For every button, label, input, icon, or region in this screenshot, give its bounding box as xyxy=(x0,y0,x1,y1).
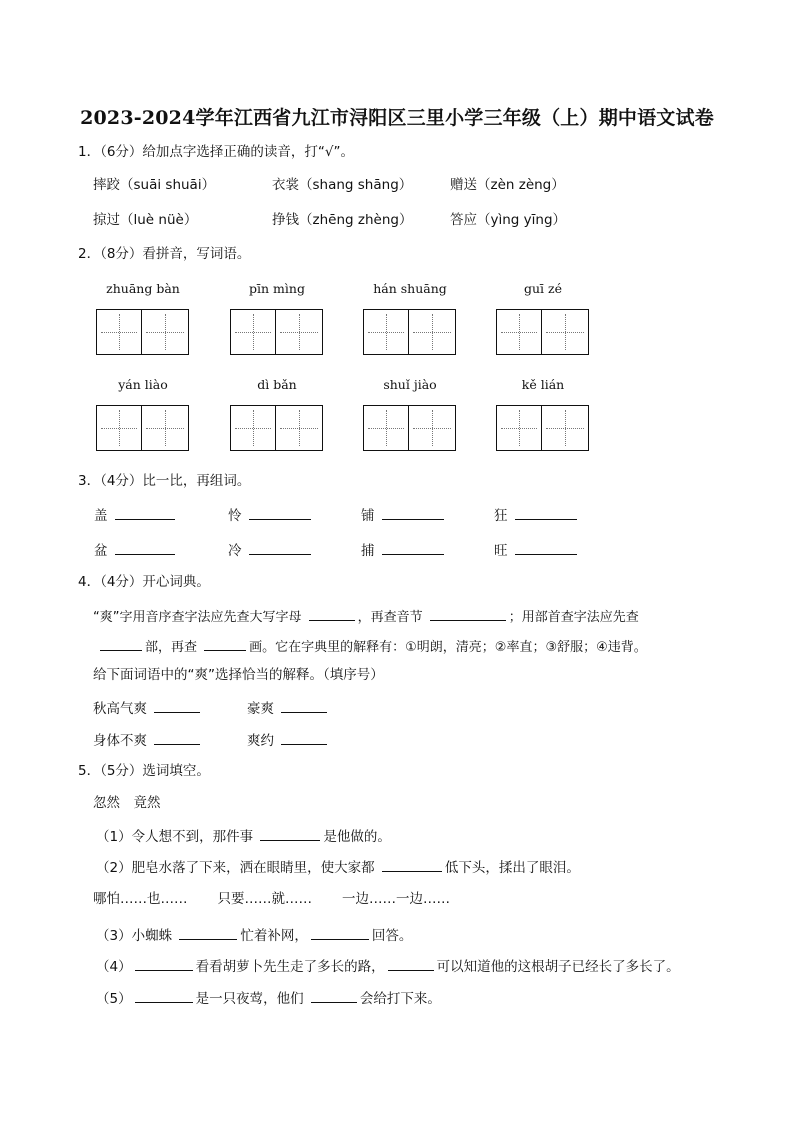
q1-item: 答应（yìng yīng） xyxy=(450,212,567,228)
q5-text: （5） xyxy=(96,991,132,1007)
compare-char-item xyxy=(228,540,314,560)
pinyin-label: zhuāng bàn xyxy=(106,281,180,296)
q4-word-item xyxy=(247,698,330,718)
q4-text: “爽”字用音序查字法应先查大写字母 xyxy=(93,610,302,625)
q4-paragraph-1 xyxy=(93,606,639,627)
compare-char: 狂 xyxy=(494,508,508,524)
answer-blank[interactable] xyxy=(388,956,434,971)
q5-text: （1）令人想不到，那件事 xyxy=(96,829,254,845)
q5-text: （3）小蜘蛛 xyxy=(96,928,173,944)
writing-cell[interactable] xyxy=(409,309,456,355)
answer-blank[interactable] xyxy=(281,730,327,745)
pinyin-label: hán shuāng xyxy=(373,281,447,296)
q4-word: 身体不爽 xyxy=(93,733,147,749)
q5-text: 低下头，揉出了眼泪。 xyxy=(444,860,580,876)
writing-cell[interactable] xyxy=(276,309,323,355)
q1-item: 摔跤（suāi shuāi） xyxy=(93,177,216,193)
answer-blank[interactable] xyxy=(154,730,200,745)
compare-char: 捕 xyxy=(361,543,375,559)
word-choice: 哪怕……也…… xyxy=(93,891,188,907)
q4-text: ，再查音节 xyxy=(357,610,423,625)
q4-word-item xyxy=(93,698,203,718)
writing-cell[interactable] xyxy=(142,405,189,451)
answer-blank[interactable] xyxy=(154,698,200,713)
q4-paragraph-3: 给下面词语中的“爽”选择恰当的解释。（填序号） xyxy=(93,667,384,683)
writing-cell[interactable] xyxy=(276,405,323,451)
q4-text: ；用部首查字法应先查 xyxy=(508,610,639,625)
answer-blank[interactable] xyxy=(249,540,311,555)
answer-blank[interactable] xyxy=(115,505,175,520)
answer-blank[interactable] xyxy=(115,540,175,555)
compare-char: 冷 xyxy=(228,543,242,559)
q5-sentence-3 xyxy=(96,925,412,945)
answer-blank[interactable] xyxy=(309,606,355,621)
answer-blank[interactable] xyxy=(179,925,237,940)
answer-blank[interactable] xyxy=(249,505,311,520)
writing-cell[interactable] xyxy=(230,309,276,355)
writing-cell[interactable] xyxy=(542,309,589,355)
writing-cell[interactable] xyxy=(142,309,189,355)
q5-text: 会给打下来。 xyxy=(359,991,441,1007)
compare-char: 怜 xyxy=(228,508,242,524)
q5-text: 是他做的。 xyxy=(323,829,391,845)
q5-sentence-1 xyxy=(96,826,391,846)
q1-stem: 1．（6分）给加点字选择正确的读音，打“√”。 xyxy=(78,144,355,160)
writing-cell[interactable] xyxy=(496,405,542,451)
answer-blank[interactable] xyxy=(515,540,577,555)
writing-cell[interactable] xyxy=(363,309,409,355)
writing-cell[interactable] xyxy=(496,309,542,355)
pinyin-label: dì bǎn xyxy=(257,377,297,392)
compare-char: 旺 xyxy=(494,543,508,559)
q5-text: （4） xyxy=(96,959,132,975)
pinyin-label: guī zé xyxy=(523,281,562,296)
writing-cell[interactable] xyxy=(542,405,589,451)
q5-sentence-2 xyxy=(96,857,580,877)
q4-word: 爽约 xyxy=(247,733,274,749)
compare-char: 盖 xyxy=(94,508,108,524)
q3-stem: 3．（4分）比一比，再组词。 xyxy=(78,473,251,489)
answer-blank[interactable] xyxy=(382,857,442,872)
q5-text: 回答。 xyxy=(371,928,413,944)
q4-paragraph-2 xyxy=(100,636,647,657)
compare-char-item xyxy=(94,540,178,560)
q4-text: 部，再查 xyxy=(145,640,198,655)
q4-text: 画。它在字典里的解释有：①明朗，清亮；②率直；③舒服；④违背。 xyxy=(249,640,647,655)
compare-char-item xyxy=(361,540,447,560)
answer-blank[interactable] xyxy=(311,988,357,1003)
compare-char: 铺 xyxy=(361,508,375,524)
q5-sentence-5 xyxy=(96,988,441,1008)
compare-char-item xyxy=(228,505,314,525)
word-choice-group-1: 忽然 竟然 xyxy=(93,795,161,811)
q1-item: 衣裳（shang shāng） xyxy=(272,177,413,193)
answer-blank[interactable] xyxy=(382,505,444,520)
writing-cell[interactable] xyxy=(96,405,142,451)
pinyin-label: kě lián xyxy=(521,377,565,392)
answer-blank[interactable] xyxy=(260,826,320,841)
q5-text: （2）肥皂水落了下来，洒在眼睛里，使大家都 xyxy=(96,860,375,876)
answer-blank[interactable] xyxy=(135,956,193,971)
compare-char: 盆 xyxy=(94,543,108,559)
q5-text: 是一只夜莺，他们 xyxy=(195,991,304,1007)
q5-text: 可以知道他的这根胡子已经长了多长了。 xyxy=(436,959,680,975)
q4-word-item xyxy=(93,730,203,750)
page-title: 2023-2024学年江西省九江市浔阳区三里小学三年级（上）期中语文试卷 xyxy=(80,107,714,129)
q5-text: 看看胡萝卜先生走了多长的路， xyxy=(195,959,385,975)
q1-item: 挣钱（zhēng zhèng） xyxy=(272,212,413,228)
q1-item: 赠送（zèn zèng） xyxy=(450,177,565,193)
q5-text: 忙着补网， xyxy=(240,928,308,944)
q4-word-item xyxy=(247,730,330,750)
q4-word: 秋高气爽 xyxy=(93,701,147,717)
word-choice-group-2 xyxy=(93,890,450,908)
writing-cell[interactable] xyxy=(96,309,142,355)
answer-blank[interactable] xyxy=(515,505,577,520)
q4-word: 豪爽 xyxy=(247,701,274,717)
q5-stem: 5．（5分）选词填空。 xyxy=(78,763,210,779)
compare-char-item xyxy=(94,505,178,525)
q5-sentence-4 xyxy=(96,956,680,976)
answer-blank[interactable] xyxy=(311,925,369,940)
pinyin-label: pīn mìng xyxy=(249,281,305,296)
word-choice: 一边……一边…… xyxy=(342,891,450,907)
compare-char-item xyxy=(494,540,580,560)
pinyin-label: shuǐ jiào xyxy=(383,377,437,392)
compare-char-item xyxy=(494,505,580,525)
writing-cell[interactable] xyxy=(230,405,276,451)
answer-blank[interactable] xyxy=(430,606,506,621)
word-choice: 只要……就…… xyxy=(217,891,312,907)
q4-stem: 4．（4分）开心词典。 xyxy=(78,574,210,590)
answer-blank[interactable] xyxy=(135,988,193,1003)
answer-blank[interactable] xyxy=(100,636,142,651)
q2-stem: 2．（8分）看拼音，写词语。 xyxy=(78,246,251,262)
answer-blank[interactable] xyxy=(204,636,246,651)
answer-blank[interactable] xyxy=(281,698,327,713)
answer-blank[interactable] xyxy=(382,540,444,555)
writing-cell[interactable] xyxy=(363,405,409,451)
writing-cell[interactable] xyxy=(409,405,456,451)
q1-item: 掠过（luè nüè） xyxy=(93,212,198,228)
compare-char-item xyxy=(361,505,447,525)
pinyin-label: yán liào xyxy=(118,377,168,392)
